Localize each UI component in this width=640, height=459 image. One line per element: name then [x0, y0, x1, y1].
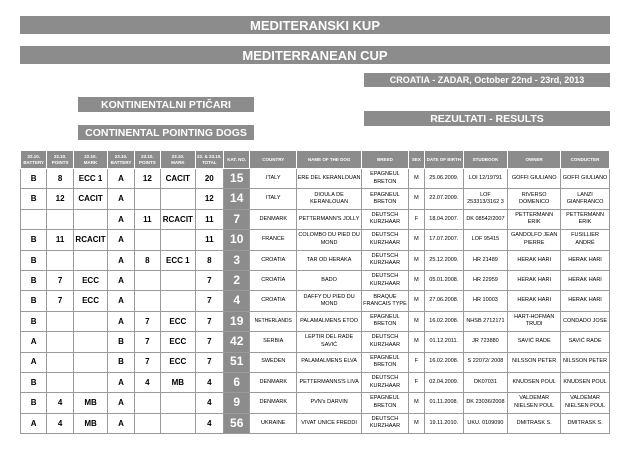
cell-sex: M: [408, 270, 424, 290]
column-header-label: CONDUCTER: [570, 156, 600, 162]
column-header-label: NAME OF THE DOG: [307, 156, 351, 162]
cell-conducter: PETTERMANN ERIK: [561, 209, 610, 229]
cell-conducter: LANZI GIANFRANCO: [561, 189, 610, 209]
column-header-label: 22.10.: [84, 153, 97, 159]
cell-dob: 19.11.2010.: [425, 413, 464, 433]
cell-country: UKRAINE: [250, 413, 297, 433]
cell-b2: A: [108, 189, 134, 209]
cell-b1: A: [21, 332, 47, 352]
cell-b1: B: [21, 230, 47, 250]
cell-b1: B: [21, 291, 47, 311]
column-header: [250, 151, 297, 169]
cell-name: PETTERMANNS'S LIVA: [297, 372, 362, 392]
cell-m2: ECC 1: [161, 250, 196, 270]
cell-m2: MB: [161, 372, 196, 392]
column-header: [21, 151, 47, 169]
cell-p1: 12: [47, 189, 73, 209]
cell-m2: [161, 270, 196, 290]
cell-dob: 16.02.2008.: [425, 352, 464, 372]
table-row: [21, 352, 610, 372]
cell-b1: [21, 209, 47, 229]
cell-m2: ECC: [161, 332, 196, 352]
cell-kat: 10: [224, 230, 250, 250]
cell-b1: B: [21, 372, 47, 392]
cell-kat: 7: [224, 209, 250, 229]
cell-p1: 4: [47, 393, 73, 413]
cell-owner: RIVERSO DOMENICO: [508, 189, 561, 209]
cell-b1: B: [21, 169, 47, 189]
cell-kat: 6: [224, 372, 250, 392]
cell-owner: KNUDSEN POUL: [508, 372, 561, 392]
column-header-label: DATE OF BIRTH: [426, 156, 462, 162]
cell-kat: 15: [224, 169, 250, 189]
cell-dob: 18.04.2007.: [425, 209, 464, 229]
cell-p2: [134, 393, 160, 413]
cell-dob: 01.11.2008.: [425, 393, 464, 413]
cell-owner: GANDOLFO JEAN PIERRE: [508, 230, 561, 250]
cell-country: ITALY: [250, 189, 297, 209]
column-header: [297, 151, 362, 169]
cell-sex: M: [408, 189, 424, 209]
cell-name: TAR OD HERAKA: [297, 250, 362, 270]
column-header: [362, 151, 409, 169]
cell-breed: DEUTSCH KURZHAAR: [362, 250, 409, 270]
column-header: [161, 151, 196, 169]
cell-dob: 27.06.2008.: [425, 291, 464, 311]
table-row: [21, 209, 610, 229]
cell-kat: 14: [224, 189, 250, 209]
cell-b2: B: [108, 352, 134, 372]
column-header-label: MARK: [83, 159, 98, 165]
cell-country: DENMARK: [250, 209, 297, 229]
cell-studbook: DK 08542/2007: [463, 209, 508, 229]
cell-owner: HERAK HARI: [508, 270, 561, 290]
cell-studbook: LOF 95415: [463, 230, 508, 250]
cell-sex: M: [408, 413, 424, 433]
cell-kat: 2: [224, 270, 250, 290]
cell-conducter: KNUDSEN POUL: [561, 372, 610, 392]
cell-kat: 56: [224, 413, 250, 433]
cell-dob: 02.04.2009.: [425, 372, 464, 392]
cell-conducter: HERAK HARI: [561, 291, 610, 311]
cell-breed: EPAGNEUL BRETON: [362, 189, 409, 209]
cell-conducter: HERAK HARI: [561, 250, 610, 270]
cell-m1: ECC 1: [73, 169, 108, 189]
cell-m1: [73, 209, 108, 229]
cell-b1: A: [21, 352, 47, 372]
cell-studbook: DK 23036/2008: [463, 393, 508, 413]
cell-dob: 22.07.2009.: [425, 189, 464, 209]
results-banner: REZULTATI - RESULTS: [364, 111, 610, 126]
column-header: [47, 151, 73, 169]
cell-dob: 25.12.2009.: [425, 250, 464, 270]
cell-kat: 42: [224, 332, 250, 352]
cell-p2: 11: [134, 209, 160, 229]
cell-sex: M: [408, 250, 424, 270]
cell-m1: [73, 250, 108, 270]
column-header: [425, 151, 464, 169]
cell-p1: 7: [47, 270, 73, 290]
cell-p2: 4: [134, 372, 160, 392]
column-header-label: POINTS: [51, 159, 69, 165]
table-row: [21, 291, 610, 311]
cell-b1: A: [21, 413, 47, 433]
cell-b2: A: [108, 270, 134, 290]
cell-owner: DMITRASK S.: [508, 413, 561, 433]
table-row: [21, 250, 610, 270]
cell-total: 7: [195, 332, 223, 352]
cell-sex: F: [408, 352, 424, 372]
cell-m1: [73, 332, 108, 352]
cell-breed: EPAGNEUL BRETON: [362, 393, 409, 413]
cell-studbook: LOI 12/19791: [463, 169, 508, 189]
cell-name: PALAMALMENS ETOO: [297, 311, 362, 331]
cell-owner: SAVIĆ RADE: [508, 332, 561, 352]
column-header-label: 22.10.: [53, 153, 67, 159]
category-banner-hr: KONTINENTALNI PTIČARI: [78, 97, 254, 112]
cell-b2: A: [108, 311, 134, 331]
cell-kat: 9: [224, 393, 250, 413]
cell-sex: M: [408, 169, 424, 189]
cell-sex: M: [408, 393, 424, 413]
cell-breed: DEUTSCH KURZHAAR: [362, 209, 409, 229]
cell-m1: CACIT: [73, 189, 108, 209]
cell-kat: 4: [224, 291, 250, 311]
cell-b2: A: [108, 169, 134, 189]
cell-name: PETTERMANN'S JOLLY: [297, 209, 362, 229]
cell-sex: M: [408, 291, 424, 311]
cell-m1: [73, 352, 108, 372]
cell-b2: A: [108, 209, 134, 229]
cell-sex: F: [408, 372, 424, 392]
cell-total: 7: [195, 270, 223, 290]
cell-kat: 19: [224, 311, 250, 331]
cell-breed: EPAGNEUL BRETON: [362, 352, 409, 372]
cell-p1: 7: [47, 291, 73, 311]
column-header: [195, 151, 223, 169]
cell-p2: 7: [134, 352, 160, 372]
column-header-label: 22.10.: [27, 153, 40, 159]
cell-conducter: GOFFI GIULIANO: [561, 169, 610, 189]
cell-p2: [134, 270, 160, 290]
cell-m2: ECC: [161, 352, 196, 372]
column-header-label: TOTAL: [202, 159, 217, 165]
cell-total: 7: [195, 311, 223, 331]
cell-m1: [73, 372, 108, 392]
cell-owner: VALDEMAR NIELSEN POUL: [508, 393, 561, 413]
cell-p1: [47, 311, 73, 331]
column-header-label: BATTERY: [110, 159, 132, 165]
cell-m1: ECC: [73, 291, 108, 311]
cell-b1: B: [21, 393, 47, 413]
cell-country: SWEDEN: [250, 352, 297, 372]
cell-country: CROATIA: [250, 270, 297, 290]
cell-p2: 7: [134, 311, 160, 331]
cell-country: CROATIA: [250, 291, 297, 311]
cell-p2: [134, 291, 160, 311]
cell-m1: [73, 311, 108, 331]
table-row: [21, 413, 610, 433]
cell-studbook: HR 10003: [463, 291, 508, 311]
table-row: [21, 169, 610, 189]
cell-country: DENMARK: [250, 393, 297, 413]
cell-p1: [47, 332, 73, 352]
cell-owner: HERAK HARI: [508, 250, 561, 270]
cell-country: NETHERLANDS: [250, 311, 297, 331]
column-header: [408, 151, 424, 169]
cell-sex: M: [408, 311, 424, 331]
cell-breed: DEUTSCH KURZHAAR: [362, 332, 409, 352]
cell-kat: 3: [224, 250, 250, 270]
cell-name: VIVAT UNICE FREDDI: [297, 413, 362, 433]
cell-owner: PETTERMANN ERIK: [508, 209, 561, 229]
cell-name: ERE DEL KERANLOUAN: [297, 169, 362, 189]
cell-name: PVN's DARVIN: [297, 393, 362, 413]
cell-name: DAFFY DU PIED DU MOND: [297, 291, 362, 311]
table-row: [21, 230, 610, 250]
cell-conducter: VALDEMAR NIELSEN POUL: [561, 393, 610, 413]
cell-name: BADO: [297, 270, 362, 290]
column-header-label: 22. & 23.10.: [197, 153, 222, 159]
cell-kat: 51: [224, 352, 250, 372]
cell-total: 4: [195, 393, 223, 413]
cell-name: DIOULA DE KERANLOUAN: [297, 189, 362, 209]
cell-country: CROATIA: [250, 250, 297, 270]
cell-m2: [161, 189, 196, 209]
cell-conducter: DMITRASK S.: [561, 413, 610, 433]
cell-m2: [161, 413, 196, 433]
cell-m1: MB: [73, 413, 108, 433]
title-banner-hr: MEDITERANSKI KUP: [20, 16, 610, 34]
column-header: [508, 151, 561, 169]
cell-breed: BRAQUE FRANCAIS TYPE: [362, 291, 409, 311]
cell-b1: B: [21, 311, 47, 331]
table-row: [21, 372, 610, 392]
cell-m1: RCACIT: [73, 230, 108, 250]
cell-name: PALAMALMENS ELVA: [297, 352, 362, 372]
column-header-label: BREED: [377, 156, 393, 162]
cell-sex: F: [408, 209, 424, 229]
cell-studbook: HR 21489: [463, 250, 508, 270]
cell-p1: 8: [47, 169, 73, 189]
cell-total: 12: [195, 189, 223, 209]
cell-total: 7: [195, 352, 223, 372]
column-header: [224, 151, 250, 169]
column-header: [134, 151, 160, 169]
cell-m2: [161, 230, 196, 250]
cell-breed: EPAGNEUL BRETON: [362, 169, 409, 189]
cell-b2: A: [108, 393, 134, 413]
cell-breed: DEUTSCH KURZHAAR: [362, 413, 409, 433]
column-header-label: 23.10.: [171, 153, 185, 159]
cell-sex: M: [408, 332, 424, 352]
cell-conducter: SAVIĆ RADE: [561, 332, 610, 352]
cell-country: SERBIA: [250, 332, 297, 352]
cell-p2: 8: [134, 250, 160, 270]
column-header: [561, 151, 610, 169]
cell-dob: 17.07.2007.: [425, 230, 464, 250]
cell-p1: [47, 250, 73, 270]
column-header: [463, 151, 508, 169]
cell-conducter: FUSILLIER ANDRÉ: [561, 230, 610, 250]
cell-dob: 16.02.2008.: [425, 311, 464, 331]
cell-country: DENMARK: [250, 372, 297, 392]
column-header: [108, 151, 134, 169]
cell-studbook: HR 22959: [463, 270, 508, 290]
header-row: [21, 151, 610, 169]
cell-p2: 12: [134, 169, 160, 189]
cell-name: COLOMBO DU PIED DU MOND: [297, 230, 362, 250]
cell-p2: 7: [134, 332, 160, 352]
cell-m2: [161, 393, 196, 413]
column-header-label: KAT. NO.: [227, 156, 247, 162]
cell-p1: [47, 352, 73, 372]
cell-sex: M: [408, 230, 424, 250]
cell-m1: MB: [73, 393, 108, 413]
cell-m2: ECC: [161, 311, 196, 331]
cell-total: 8: [195, 250, 223, 270]
cell-m2: [161, 291, 196, 311]
location-banner: CROATIA - ZADAR, October 22nd - 23rd, 2013: [364, 73, 610, 87]
cell-breed: DEUTSCH KURZHAAR: [362, 372, 409, 392]
table-row: [21, 189, 610, 209]
column-header-label: POINTS: [139, 159, 156, 165]
cell-studbook: DK07031: [463, 372, 508, 392]
cell-owner: HART-HOFMAN TRUDI: [508, 311, 561, 331]
column-header-label: 23.10.: [141, 153, 154, 159]
cell-b2: A: [108, 250, 134, 270]
cell-dob: 05.01.2008.: [425, 270, 464, 290]
title-banner-en: MEDITERRANEAN CUP: [20, 46, 610, 64]
cell-m2: CACIT: [161, 169, 196, 189]
cell-p2: [134, 230, 160, 250]
results-table: [20, 150, 610, 434]
table-row: [21, 332, 610, 352]
cell-m1: ECC: [73, 270, 108, 290]
cell-p2: [134, 413, 160, 433]
cell-country: FRANCE: [250, 230, 297, 250]
cell-p1: [47, 372, 73, 392]
cell-dob: 25.06.2009.: [425, 169, 464, 189]
cell-b2: A: [108, 230, 134, 250]
cell-breed: DEUTSCH KURZHAAR: [362, 230, 409, 250]
cell-studbook: LOF 253313/3162 3: [463, 189, 508, 209]
table-row: [21, 270, 610, 290]
cell-conducter: CONDADO JOSE: [561, 311, 610, 331]
cell-b2: A: [108, 372, 134, 392]
column-header: [73, 151, 108, 169]
cell-b2: A: [108, 291, 134, 311]
cell-dob: 01.12.2011.: [425, 332, 464, 352]
cell-total: 7: [195, 291, 223, 311]
cell-studbook: S 22072/ 2008: [463, 352, 508, 372]
cell-b2: A: [108, 413, 134, 433]
column-header-label: COUNTRY: [262, 156, 285, 162]
cell-total: 20: [195, 169, 223, 189]
cell-studbook: UKU. 0109090: [463, 413, 508, 433]
cell-breed: EPAGNEUL BRETON: [362, 311, 409, 331]
table-row: [21, 393, 610, 413]
cell-country: ITALY: [250, 169, 297, 189]
cell-p1: [47, 209, 73, 229]
cell-conducter: NILSSON PETER: [561, 352, 610, 372]
cell-owner: GOFFI GIULIANO: [508, 169, 561, 189]
cell-total: 4: [195, 413, 223, 433]
cell-owner: HERAK HARI: [508, 291, 561, 311]
cell-total: 4: [195, 372, 223, 392]
cell-b1: B: [21, 189, 47, 209]
cell-name: LEPTIR DEL RADE SAVIĆ: [297, 332, 362, 352]
cell-conducter: HERAK HARI: [561, 270, 610, 290]
cell-breed: DEUTSCH KURZHAAR: [362, 270, 409, 290]
column-header-label: MARK: [171, 159, 185, 165]
cell-m2: RCACIT: [161, 209, 196, 229]
cell-b1: B: [21, 250, 47, 270]
cell-b1: B: [21, 270, 47, 290]
cell-b2: B: [108, 332, 134, 352]
column-header-label: 23.10.: [114, 153, 128, 159]
category-banner-en: CONTINENTAL POINTING DOGS: [78, 125, 254, 140]
cell-total: 11: [195, 230, 223, 250]
cell-p1: 4: [47, 413, 73, 433]
cell-owner: NILSSON PETER: [508, 352, 561, 372]
column-header-label: SEX: [411, 156, 421, 162]
table-row: [21, 311, 610, 331]
column-header-label: OWNER: [525, 156, 543, 162]
cell-p1: 11: [47, 230, 73, 250]
column-header-label: BATTERY: [23, 159, 45, 165]
cell-p2: [134, 189, 160, 209]
column-header-label: STUDBOOK: [472, 156, 499, 162]
cell-studbook: NHSB 2712171: [463, 311, 508, 331]
cell-studbook: JR 723880: [463, 332, 508, 352]
cell-total: 11: [195, 209, 223, 229]
